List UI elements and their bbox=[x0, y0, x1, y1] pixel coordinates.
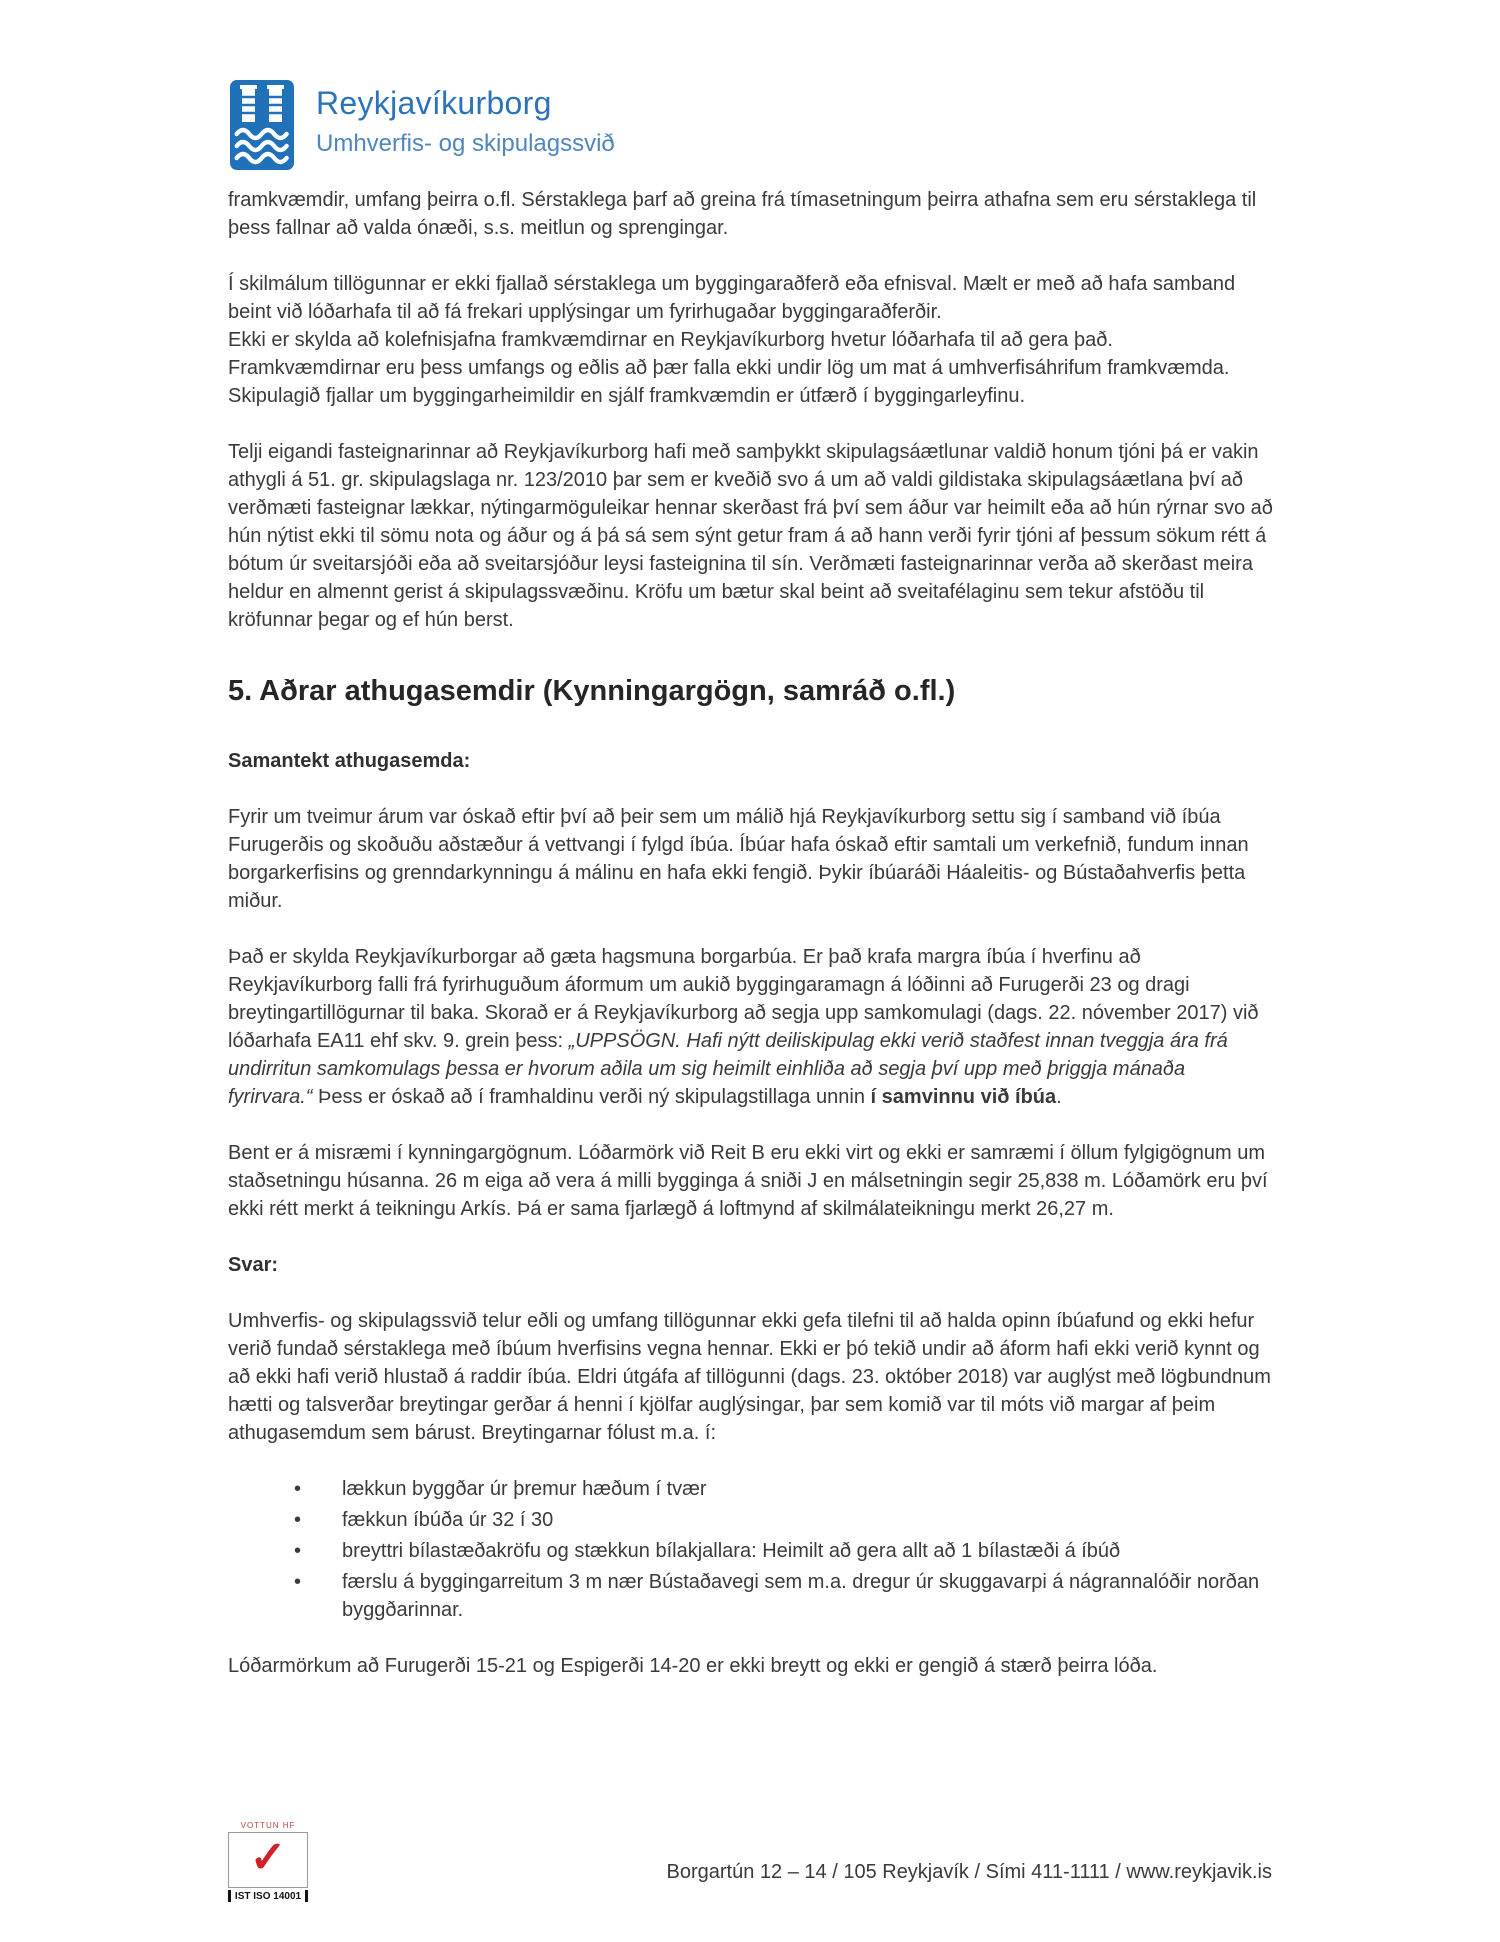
list-item-text: lækkun byggðar úr þremur hæðum í tvær bbox=[342, 1477, 707, 1500]
changes-list bbox=[228, 1475, 1274, 1624]
list-item bbox=[294, 1568, 1274, 1624]
cert-standard-label: IST ISO 14001 bbox=[234, 1890, 302, 1902]
bullet-icon: • bbox=[294, 1508, 302, 1531]
paragraph-samantekt-1: Fyrir um tveimur árum var óskað eftir því að þeir sem um málið hjá Reykjavíkurborg settu sig í samband við íbúa Furugerðis og skoðuðu aðstæður á vettvangi í fylgd íbúa. Íbúar hafa óskað eftir samtali um verkefnið, fundum innan borgarkerfisins og grenndarkynningu á málinu en hafa ekki fengið. Þykir íbúaráði Háaleitis- og Bústaðahverfis þetta miður. bbox=[228, 805, 1249, 912]
letterhead bbox=[230, 80, 615, 175]
bullet-icon: • bbox=[294, 1477, 302, 1500]
paragraph-line: Framkvæmdirnar eru þess umfangs og eðlis að þær falla ekki undir lög um mat á umhverfisáhrifum framkvæmda. Skipulagið fjallar um byggingarheimildir en sjálf framkvæmdin er útfærð í byggingarleyfinu. bbox=[228, 357, 1230, 407]
list-item-text: færslu á byggingarreitum 3 m nær Bústaðavegi sem m.a. dregur úr skuggavarpi á nágrannalóðir norðan byggðarinnar. bbox=[342, 1570, 1260, 1621]
cert-standard-row bbox=[228, 1890, 308, 1902]
section-heading: 5. Aðrar athugasemdir (Kynningargögn, samráð o.fl.) bbox=[228, 675, 956, 707]
paragraph-tjon: Telji eigandi fasteignarinnar að Reykjavíkurborg hafi með samþykkt skipulagsáætlunar valdið honum tjóni þá er vakin athygli á 51. gr. skipulagslaga nr. 123/2010 þar sem er kveðið svo á um að valdi gildistaka skipulagsáætlana því að verðmæti fasteignar lækkar, nýtingarmöguleikar hennar skerðast frá því sem áður var heimilt eða að hún rýrnar svo að hún nýtist ekki til sömu nota og áður og á þá sá sem sýnt getur fram á að hann verði fyrir tjóni af þessum sökum rétt á bótum úr sveitarsjóði eða að sveitarsjóður leysi fasteignina til sín. Verðmæti fasteignarinnar verða að skerðast meira heldur en almennt gerist á skipulagssvæðinu. Kröfu um bætur skal beint að sveitafélaginu sem tekur afstöðu til kröfunnar þegar og ef hún berst. bbox=[228, 441, 1273, 631]
list-item bbox=[294, 1537, 1274, 1565]
label-samantekt: Samantekt athugasemda: bbox=[228, 749, 471, 772]
cert-checkmark-box bbox=[228, 1832, 308, 1888]
cert-issuer-label: VOTTUN HF bbox=[240, 1821, 296, 1830]
reykjavik-coat-of-arms-icon bbox=[230, 80, 294, 175]
paragraph-samantekt-2 bbox=[228, 943, 1274, 1111]
list-item-text: fækkun íbúða úr 32 í 30 bbox=[342, 1508, 554, 1531]
list-item bbox=[294, 1475, 1274, 1503]
label-svar: Svar: bbox=[228, 1253, 279, 1276]
list-item-text: breyttri bílastæðakröfu og stækkun bílakjallara: Heimilt að gera allt að 1 bílastæði á íbúð bbox=[342, 1539, 1121, 1562]
paragraph-text: Þess er óskað að í framhaldinu verði ný skipulagstillaga unnin bbox=[312, 1085, 871, 1108]
paragraph-lodarmork: Lóðarmörkum að Furugerði 15-21 og Espigerði 14-20 er ekki breytt og ekki er gengið á stærð þeirra lóða. bbox=[228, 1654, 1158, 1677]
letterhead-text bbox=[316, 80, 615, 158]
bullet-icon: • bbox=[294, 1570, 302, 1593]
paragraph-text: . bbox=[1056, 1085, 1062, 1108]
bold-phrase: í samvinnu við íbúa bbox=[870, 1085, 1057, 1108]
checkmark-icon: ✓ bbox=[249, 1833, 287, 1882]
quote-uppsogn: „UPPSÖGN. Hafi nýtt deiliskipulag ekki verið staðfest innan tveggja ára frá undirritun samkomulags þessa er hvorum aðila um sig heimilt einhliða að segja því upp með þriggja mánaða fyrirvara.“ bbox=[228, 1029, 1228, 1108]
paragraph-skilmalar bbox=[228, 270, 1274, 410]
bullet-icon: • bbox=[294, 1539, 302, 1562]
paragraph-intro: framkvæmdir, umfang þeirra o.fl. Sérstaklega þarf að greina frá tímasetningum þeirra athafna sem eru sérstaklega til þess fallnar að valda ónæði, s.s. meitlun og sprengingar. bbox=[228, 189, 1257, 239]
footer-address: Borgartún 12 – 14 / 105 Reykjavík / Sími 411-1111 / www.reykjavik.is bbox=[666, 1861, 1272, 1883]
list-item bbox=[294, 1506, 1274, 1534]
org-department: Umhverfis- og skipulagssvið bbox=[316, 130, 615, 158]
org-name: Reykjavíkurborg bbox=[316, 85, 552, 121]
paragraph-svar: Umhverfis- og skipulagssvið telur eðli og umfang tillögunnar ekki gefa tilefni til að halda opinn íbúafund og ekki hefur verið fundað sérstaklega með íbúum hverfisins vegna hennar. Ekki er þó tekið undir að áform hafi ekki verið kynnt og að ekki hafi verið hlustað á raddir íbúa. Eldri útgáfa af tillögunni (dags. 23. október 2018) var auglýst með lögbundnum hætti og talsverðar breytingar gerðar á henni í kjölfar auglýsingar, þar sem komið var til móts við margar af þeim athugasemdum sem bárust. Breytingarnar fólust m.a. í: bbox=[228, 1309, 1271, 1444]
page-footer bbox=[228, 1821, 1272, 1902]
paragraph-text: Það er skylda Reykjavíkurborgar að gæta hagsmuna borgarbúa. Er það krafa margra íbúa í hverfinu að Reykjavíkurborg falli frá fyrirhuguðum áformum um aukið byggingaramagn á lóðinni að Furugerði 23 og dragi breytingartillögurnar til baka. Skorað er á Reykjavíkurborg að segja upp samkomulagi (dags. 22. nóvember 2017) við lóðarhafa EA11 ehf skv. 9. grein þess: bbox=[228, 945, 1259, 1052]
paragraph-misraemi: Bent er á misræmi í kynningargögnum. Lóðarmörk við Reit B eru ekki virt og ekki er samræmi í öllum fylgigögnum um staðsetningu húsanna. 26 m eiga að vera á milli bygginga á sniði J en málsetningin segir 25,838 m. Lóðamörk eru því ekki rétt merkt á teikningu Arkís. Þá er sama fjarlægð á loftmynd af skilmálateikningu merkt 26,27 m. bbox=[228, 1141, 1268, 1220]
cert-bar-right bbox=[305, 1890, 308, 1902]
paragraph-line: Í skilmálum tillögunnar er ekki fjallað sérstaklega um byggingaraðferð eða efnisval. Mælt er með að hafa samband beint við lóðarhafa til að fá frekari upplýsingar um fyrirhugaðar byggingaraðferðir. bbox=[228, 273, 1236, 323]
paragraph-line: Ekki er skylda að kolefnisjafna framkvæmdirnar en Reykjavíkurborg hvetur lóðarhafa til að gera það. bbox=[228, 329, 1113, 351]
document-body bbox=[228, 186, 1274, 1680]
cert-bar-left bbox=[228, 1890, 231, 1902]
iso-certification-mark bbox=[228, 1821, 308, 1902]
